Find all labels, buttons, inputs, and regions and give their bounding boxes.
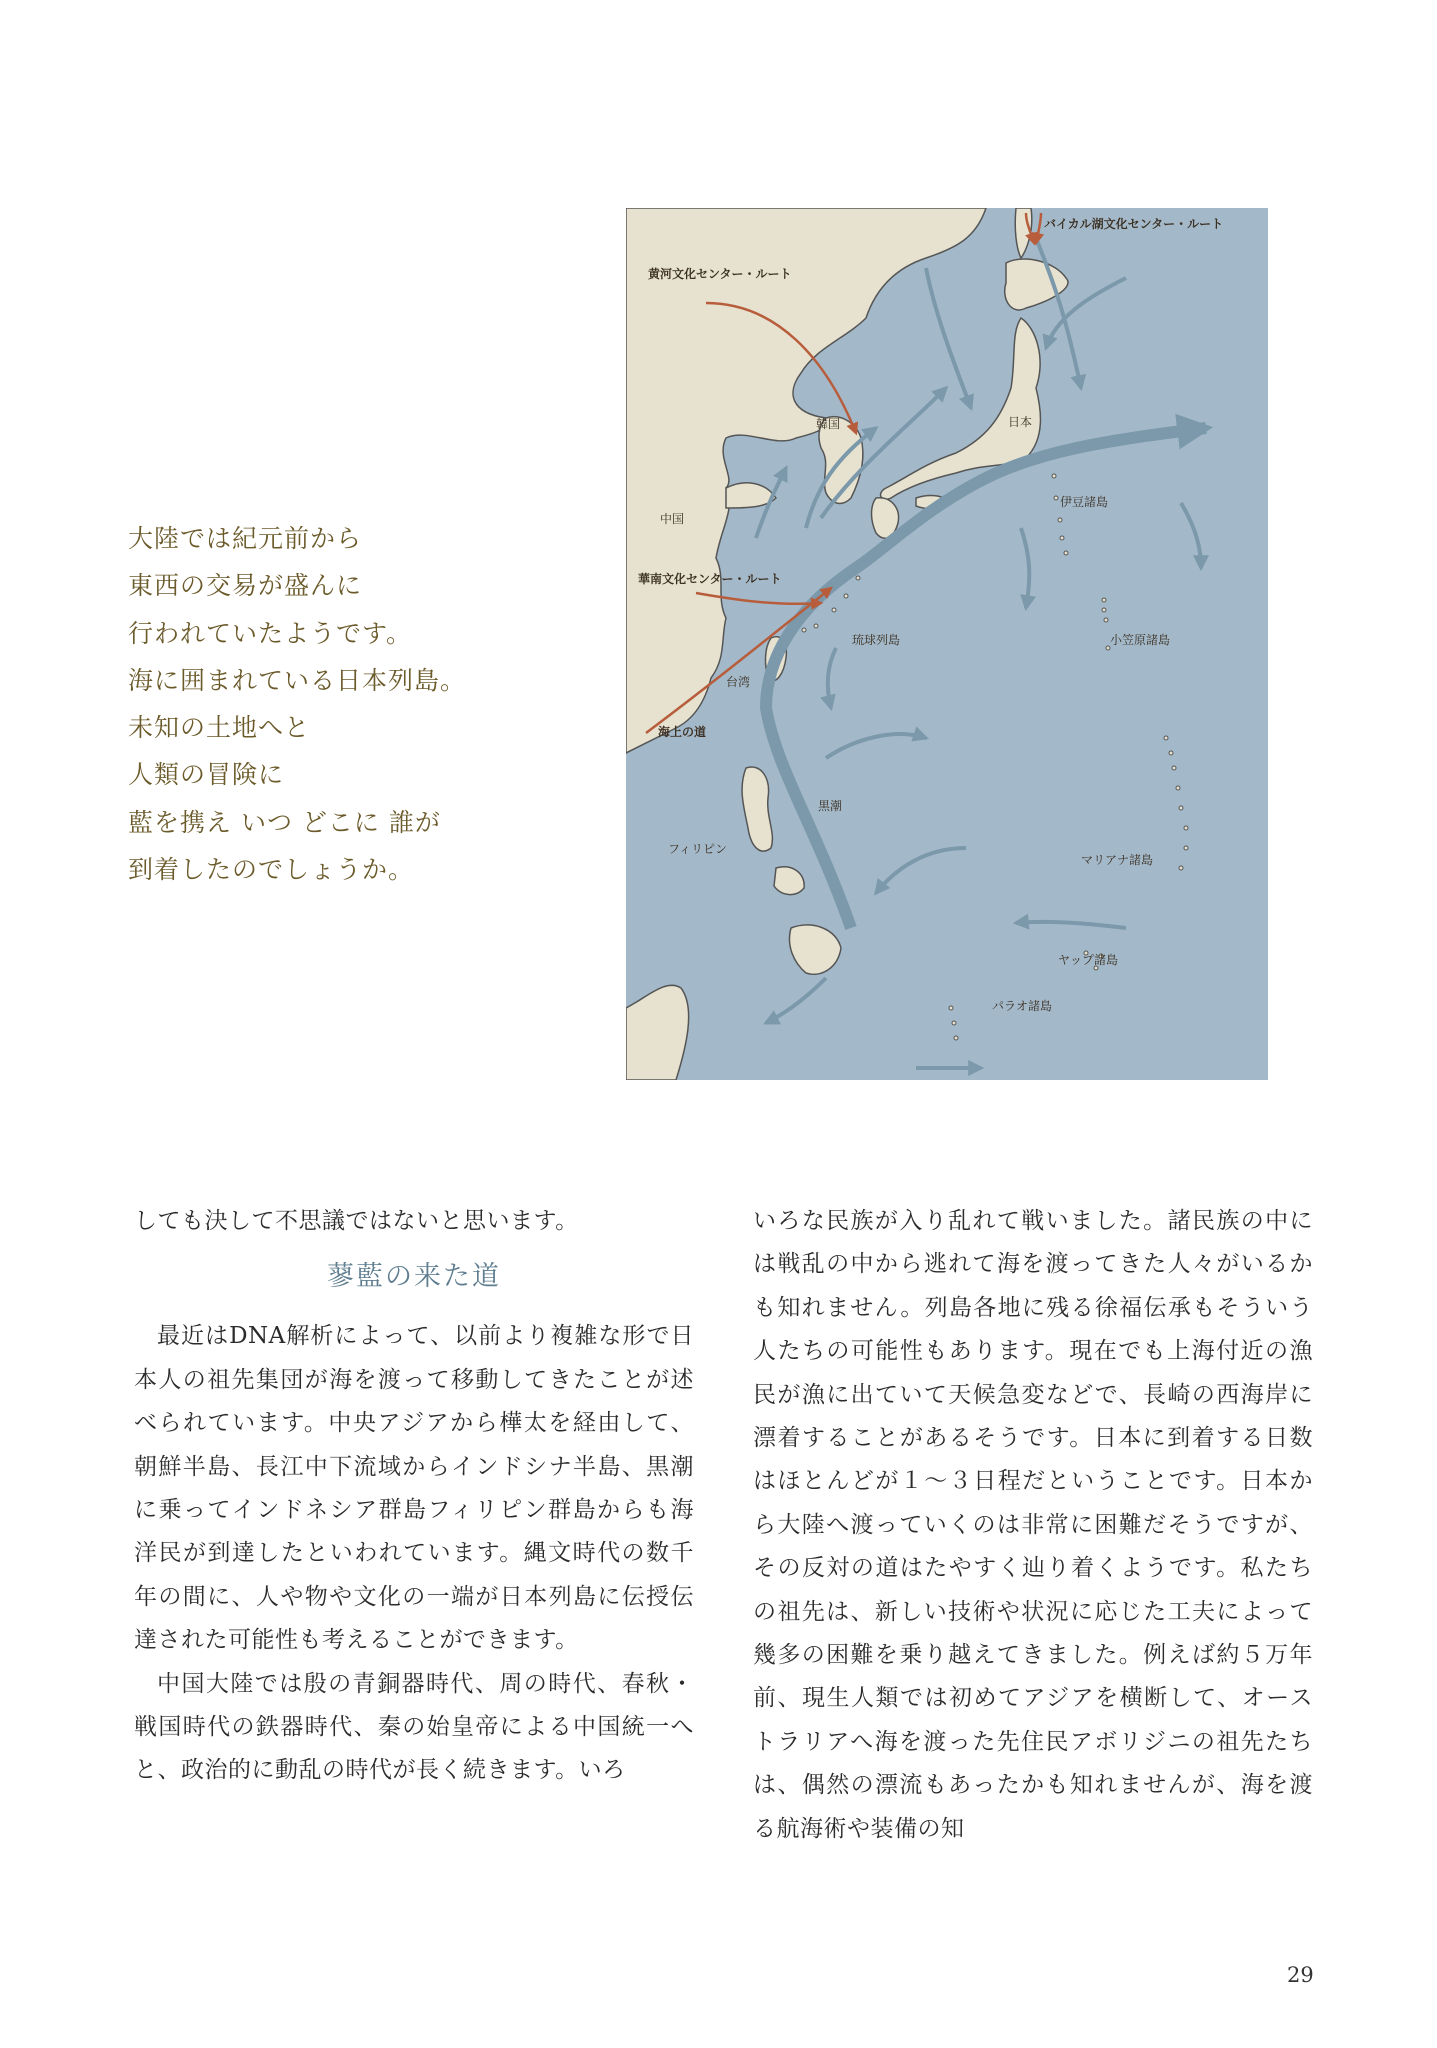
paragraph: いろな民族が入り乱れて戦いました。諸民族の中には戦乱の中から逃れて海を渡ってきた人々がいるかも知れません。列島各地に残る徐福伝承もそういう人たちの可能性もあります。現在でも上海付近の漁民が漁に出ていて天候急変などで、長崎の西海岸に漂着することがあるそうです。日本に到着する日数はほとんどが１〜３日程だということです。日本から大陸へ渡っていくのは非常に困難だそうですが、その反対の道はたやすく辿り着くようです。私たちの祖先は、新しい技術や状況に応じた工夫によって幾多の困難を乗り越えてきました。例えば約５万年前、現生人類では初めてアジアを横断して、オーストラリアへ海を渡った先住民アボリジニの祖先たちは、偶然の漂流もあったかも知れませんが、海を渡る航海術や装備の知	[753, 1208, 1313, 1842]
right-column	[753, 1200, 1313, 1851]
label-yap: ヤップ諸島	[1058, 953, 1119, 967]
paragraph: しても決して不思議ではないと思います。	[134, 1208, 579, 1234]
label-ogasawara: 小笠原諸島	[1110, 633, 1171, 647]
poem-line: 海に囲まれている日本列島。	[128, 665, 467, 695]
left-column	[134, 1200, 694, 1793]
paragraph: 中国大陸では殷の青銅器時代、周の時代、春秋・戦国時代の鉄器時代、秦の始皇帝による中国統一へと、政治的に動乱の時代が長く続きます。いろ	[134, 1670, 694, 1784]
section-heading: 蓼藍の来た道	[327, 1261, 501, 1293]
label-taiwan: 台湾	[726, 675, 751, 689]
label-japan: 日本	[1008, 415, 1033, 429]
migration-map	[626, 208, 1268, 1080]
poem-line: 未知の土地へと	[128, 713, 311, 743]
label-philippines: フィリピン	[668, 842, 728, 856]
map-svg	[626, 208, 1268, 1080]
poem-line: 行われていたようです。	[128, 618, 413, 648]
label-yellow-river-route: 黄河文化センター・ルート	[648, 267, 792, 281]
label-palau: パラオ諸島	[992, 999, 1053, 1013]
label-baikal-route: バイカル湖文化センター・ルート	[1044, 217, 1224, 231]
poem-line: 人類の冒険に	[128, 760, 285, 790]
poem-line: 大陸では紀元前から	[128, 524, 363, 553]
poem-line: 到着したのでしょうか。	[128, 855, 415, 885]
intro-poem	[128, 515, 488, 893]
page-number: 29	[1287, 1963, 1314, 1987]
label-south-china-route: 華南文化センター・ルート	[638, 572, 782, 586]
label-izu: 伊豆諸島	[1060, 495, 1109, 509]
label-mariana: マリアナ諸島	[1081, 853, 1154, 867]
label-ryukyu: 琉球列島	[852, 633, 901, 647]
label-kuroshio: 黒潮	[818, 799, 843, 813]
poem-line: 藍を携え いつ どこに 誰が	[128, 807, 441, 837]
poem-line: 東西の交易が盛んに	[128, 571, 363, 601]
label-china: 中国	[660, 512, 685, 526]
paragraph: 最近はDNA解析によって、以前より複雑な形で日本人の祖先集団が海を渡って移動してきたことが述べられています。中央アジアから樺太を経由して、朝鮮半島、長江中下流域からインドシナ半島、黒潮に乗ってインドネシア群島フィリピン群島からも海洋民が到達したといわれています。縄文時代の数千年の間に、人や物や文化の一端が日本列島に伝授伝達された可能性も考えることができます。	[134, 1323, 694, 1654]
label-korea: 韓国	[816, 417, 841, 431]
label-sea-road: 海上の道	[658, 725, 707, 739]
